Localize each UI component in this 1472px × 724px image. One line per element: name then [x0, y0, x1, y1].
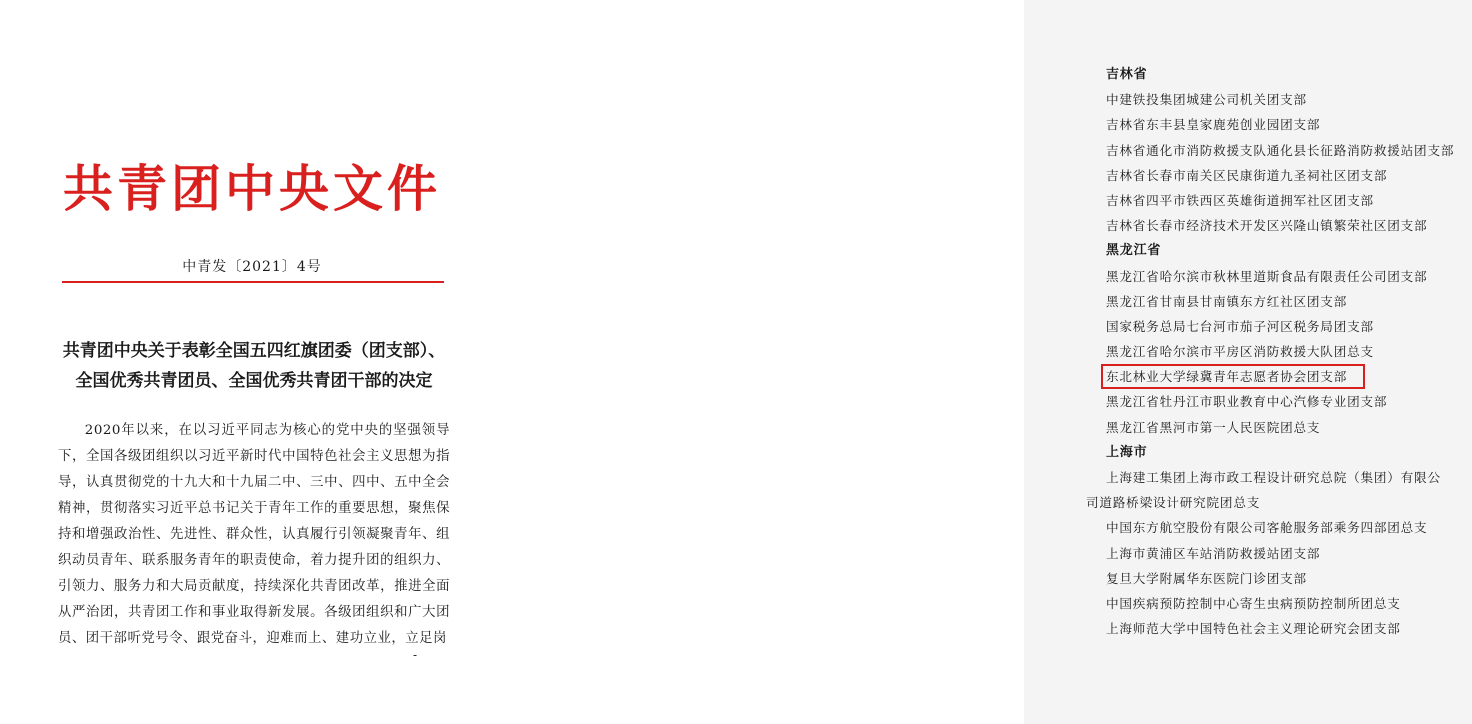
- document-title-line-1: 共青团中央关于表彰全国五四红旗团委（团支部）、: [62, 341, 446, 361]
- list-item: 黑龙江省黑河市第一人民医院团总支: [1106, 419, 1321, 435]
- province-heading: 上海市: [1106, 444, 1148, 460]
- document-title: [60, 336, 448, 396]
- list-item: 中国东方航空股份有限公司客舱服务部乘务四部团总支: [1106, 520, 1428, 536]
- document-masthead: 共青团中央文件: [63, 159, 441, 218]
- province-heading: 吉林省: [1106, 67, 1148, 82]
- document-number: 中青发〔2021〕4号: [182, 259, 322, 275]
- list-item-line-2: 司道路桥梁设计研究院团总支: [1086, 495, 1261, 511]
- document-body-paragraph: 2020年以来，在以习近平同志为核心的党中央的坚强领导下，全国各级团组织以习近平新时代中国特色社会主义思想为指导，认真贯彻党的十九大和十九届二中、三中、四中、五中全会精神，贯彻落实习近平总书记关于青年工作的重要思想，聚焦保持和增强政治性、先进性、群众性，认真履行引领凝聚青年、组织动员青年、联系服务青年的职责使命，着力提升团的组织力、引领力、服务力和大局贡献度，持续深化共青团改革，推进全面从严治团，共青团工作和事业取得新发展。各级团组织和广大团员、团干部听党号令、跟党奋斗，迎难而上、建功立业，立足岗: [58, 423, 450, 646]
- list-item: 国家税务总局七台河市茄子河区税务局团支部: [1106, 318, 1374, 334]
- highlighted-list-item: [1106, 364, 1472, 389]
- list-item: 复旦大学附属华东医院门诊团支部: [1106, 570, 1307, 586]
- red-divider-line: [62, 281, 444, 283]
- list-item: 吉林省长春市南关区民康街道九圣祠社区团支部: [1106, 167, 1388, 183]
- list-item: 吉林省四平市铁西区英雄街道拥军社区团支部: [1106, 192, 1374, 208]
- list-item: 吉林省长春市经济技术开发区兴隆山镇繁荣社区团支部: [1106, 218, 1428, 234]
- right-document-page: [512, 0, 1455, 724]
- list-item: 黑龙江省牡丹江市职业教育中心汽修专业团支部: [1106, 394, 1388, 410]
- left-document-page: [0, 0, 512, 724]
- list-item: 中建铁投集团城建公司机关团支部: [1106, 92, 1307, 108]
- province-heading: 黑龙江省: [1106, 243, 1162, 259]
- list-item: 黑龙江省哈尔滨市平房区消防救援大队团总支: [1106, 344, 1374, 360]
- page-mark: -: [413, 648, 418, 662]
- list-item: 吉林省通化市消防救援支队通化县长征路消防救援站团支部: [1106, 142, 1455, 158]
- document-title-line-2: 全国优秀共青团员、全国优秀共青团干部的决定: [75, 371, 433, 391]
- list-item: 黑龙江省哈尔滨市秋林里道斯食品有限责任公司团支部: [1106, 268, 1428, 284]
- list-item: 上海市黄浦区车站消防救援站团支部: [1106, 545, 1321, 561]
- list-item: 黑龙江省甘南县甘南镇东方红社区团支部: [1106, 293, 1348, 309]
- list-item: 中国疾病预防控制中心寄生虫病预防控制所团总支: [1106, 595, 1401, 611]
- list-item: [1086, 465, 1472, 515]
- list-item: 上海师范大学中国特色社会主义理论研究会团支部: [1106, 621, 1401, 637]
- organization-list: [1086, 62, 1472, 641]
- highlight-box: 东北林业大学绿冀青年志愿者协会团支部: [1101, 364, 1365, 389]
- list-item-line-1: 上海建工集团上海市政工程设计研究总院（集团）有限公: [1106, 470, 1441, 485]
- list-item: 吉林省东丰县皇家鹿苑创业园团支部: [1106, 117, 1321, 133]
